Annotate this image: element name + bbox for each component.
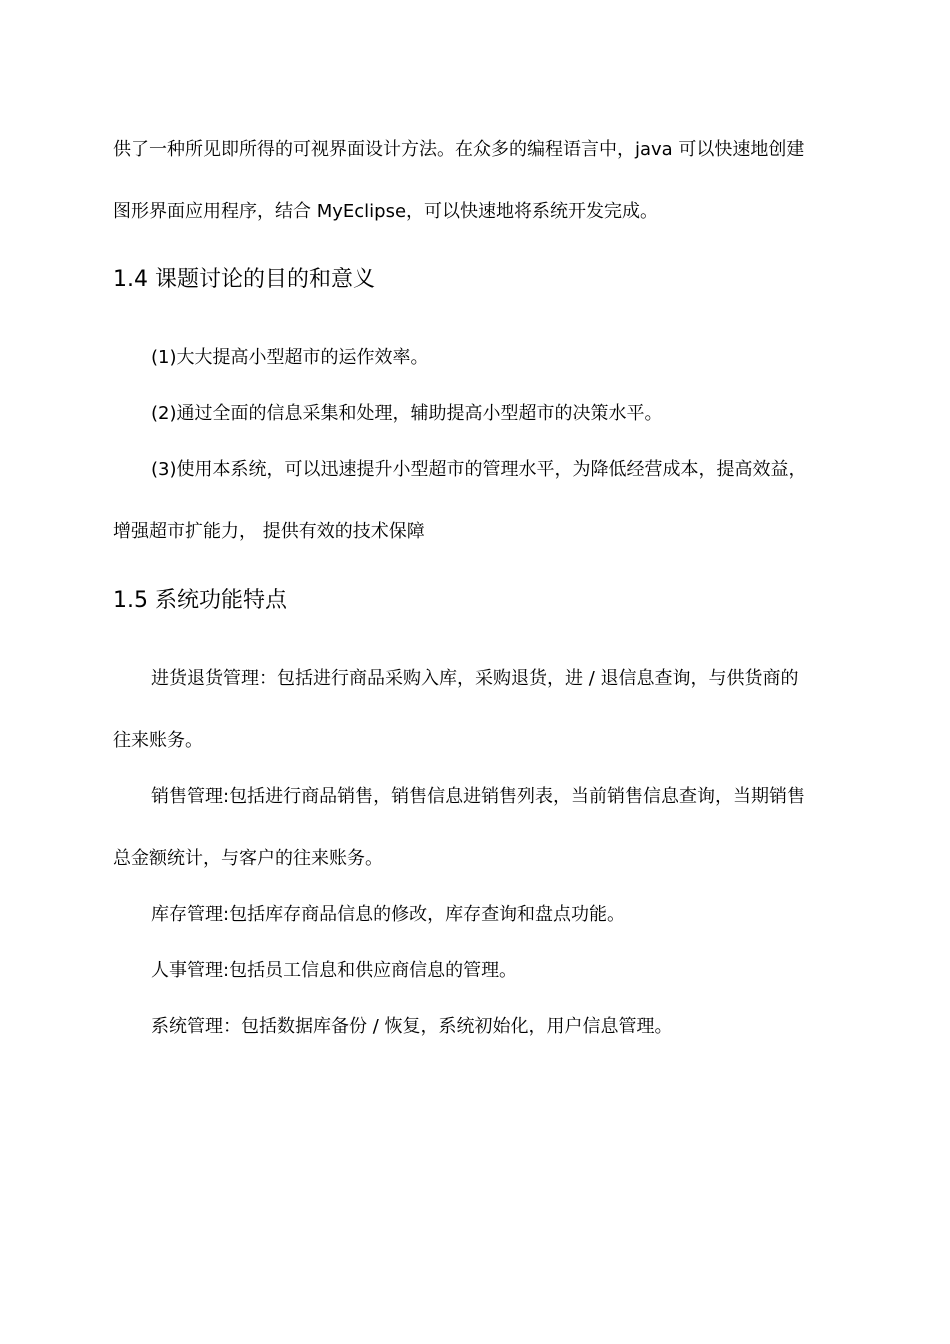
feature-sales-line-2: 总金额统计，与客户的往来账务。 bbox=[113, 848, 383, 869]
intro-paragraph-line-1: 供了一种所见即所得的可视界面设计方法。在众多的编程语言中，java 可以快速地创建 bbox=[113, 139, 805, 160]
purpose-item-2: (2)通过全面的信息采集和处理，辅助提高小型超市的决策水平。 bbox=[151, 403, 663, 424]
purpose-item-3-line-1: (3)使用本系统，可以迅速提升小型超市的管理水平，为降低经营成本，提高效益， bbox=[151, 459, 807, 480]
purpose-item-1: (1)大大提高小型超市的运作效率。 bbox=[151, 347, 429, 368]
feature-hr: 人事管理:包括员工信息和供应商信息的管理。 bbox=[151, 960, 518, 981]
feature-inventory: 库存管理:包括库存商品信息的修改，库存查询和盘点功能。 bbox=[151, 904, 626, 925]
intro-paragraph-line-2: 图形界面应用程序，结合 MyEclipse，可以快速地将系统开发完成。 bbox=[113, 201, 659, 222]
section-heading-1-5: 1.5 系统功能特点 bbox=[113, 588, 287, 613]
feature-purchase-line-1: 进货退货管理：包括进行商品采购入库，采购退货，进 / 退信息查询，与供货商的 bbox=[151, 668, 799, 689]
section-heading-1-4: 1.4 课题讨论的目的和意义 bbox=[113, 267, 375, 292]
purpose-item-3-line-2: 增强超市扩能力， 提供有效的技术保障 bbox=[113, 521, 425, 542]
feature-sales-line-1: 销售管理:包括进行商品销售，销售信息进销售列表，当前销售信息查询，当期销售 bbox=[151, 786, 806, 807]
feature-purchase-line-2: 往来账务。 bbox=[113, 730, 203, 751]
feature-system: 系统管理：包括数据库备份 / 恢复，系统初始化，用户信息管理。 bbox=[151, 1016, 673, 1037]
